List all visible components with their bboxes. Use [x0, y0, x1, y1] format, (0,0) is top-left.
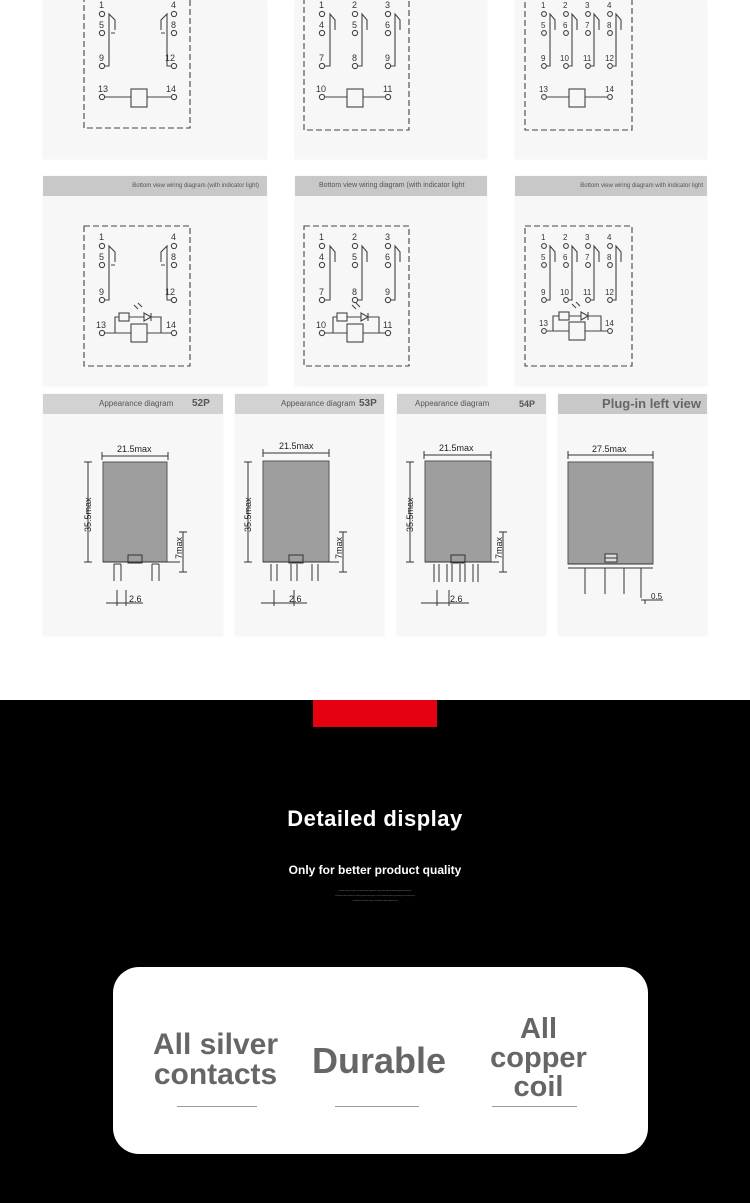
- pin-label: 5: [541, 21, 546, 30]
- pin-label: 4: [319, 20, 325, 30]
- pin-label: 2: [563, 1, 568, 10]
- pin-label: 9: [99, 287, 105, 297]
- height-dimension: 35.5max: [243, 497, 253, 532]
- pin-label: 7: [319, 287, 325, 297]
- pin-label: 10: [316, 84, 327, 94]
- pin-label: 2: [352, 0, 358, 10]
- wiring-52p-indicator-diagram: [43, 176, 267, 386]
- width-dimension: 21.5max: [439, 443, 474, 453]
- section-title: Detailed display: [287, 806, 463, 831]
- wiring-53p-panel: [295, 0, 487, 159]
- pin-label: 2: [563, 233, 568, 242]
- panel-header: Bottom view wiring diagram with indicator light: [515, 176, 707, 196]
- pin-label: 7: [585, 21, 590, 30]
- pin-label: 3: [385, 0, 391, 10]
- wiring-52p-panel: [43, 0, 267, 159]
- wiring-53p-indicator-diagram: [295, 176, 487, 386]
- pin-label: 8: [171, 252, 177, 262]
- feature-silver-contacts: All silver contacts: [152, 1028, 279, 1091]
- pin-label: 9: [541, 288, 546, 297]
- pin-label: 1: [319, 232, 325, 242]
- pin-label: 9: [99, 53, 105, 63]
- pin-label: 8: [352, 287, 358, 297]
- wiring-53p-indicator-panel: [295, 176, 487, 386]
- pin-label: 7: [585, 253, 590, 262]
- plugin-left-view-drawing: [558, 394, 707, 636]
- pin-label: 14: [605, 319, 614, 328]
- appearance-54p-panel: [397, 394, 546, 636]
- width-dimension: 27.5max: [592, 444, 627, 454]
- pin-label: 6: [563, 21, 568, 30]
- pin-label: 8: [607, 253, 612, 262]
- pin-label: 4: [607, 1, 612, 10]
- feature-card: [113, 967, 648, 1154]
- fine-print: Compact structure easy installation wide application: [352, 900, 398, 902]
- pin-label: 14: [166, 84, 177, 94]
- pin-label: 5: [99, 252, 105, 262]
- wiring-54p-diagram: [515, 0, 707, 159]
- wiring-52p-diagram: [43, 0, 267, 159]
- pin-label: 8: [607, 21, 612, 30]
- pin-label: 10: [560, 54, 569, 63]
- model-label: 52P: [192, 398, 210, 409]
- feature-copper-coil: All copper coil: [490, 1013, 587, 1103]
- pin-label: 9: [385, 287, 391, 297]
- pin-label: 8: [352, 53, 358, 63]
- pin-label: 10: [560, 288, 569, 297]
- pitch-dimension: 2.6: [129, 594, 142, 604]
- pitch-dimension: 2.6: [450, 594, 463, 604]
- appearance-53p-drawing: [235, 394, 384, 636]
- feature-durable: Durable: [311, 1040, 447, 1081]
- pin-thickness-dimension: 0.5: [651, 592, 663, 601]
- pin-label: 5: [541, 253, 546, 262]
- pin-label: 6: [385, 20, 391, 30]
- pin-label: 6: [563, 253, 568, 262]
- pitch-dimension: 2.6: [289, 594, 302, 604]
- plugin-left-view-panel: [558, 394, 707, 636]
- pin-label: 11: [583, 288, 592, 297]
- pin-label: 11: [383, 84, 393, 94]
- pin-label: 3: [385, 232, 391, 242]
- appearance-52p-drawing: [43, 394, 223, 636]
- wiring-52p-indicator-panel: [43, 176, 267, 386]
- pin-label: 1: [99, 0, 105, 10]
- feature-underline: [335, 1106, 419, 1107]
- feature-underline: [492, 1106, 577, 1107]
- pin-label: 1: [541, 1, 546, 10]
- pin-label: 14: [166, 320, 177, 330]
- panel-header: Plug-in left view: [558, 394, 707, 414]
- panel-header: Bottom view wiring diagram (with indicator light: [295, 176, 487, 196]
- appearance-54p-drawing: [397, 394, 546, 636]
- model-label: 53P: [359, 398, 377, 409]
- pin-label: 5: [99, 20, 105, 30]
- pin-label: 12: [605, 54, 614, 63]
- wiring-54p-indicator-panel: [515, 176, 707, 386]
- pin-label: 4: [171, 0, 177, 10]
- pin-label: 11: [583, 54, 592, 63]
- panel-header: Bottom view wiring diagram (with indicator light): [43, 176, 267, 196]
- pin-label: 2: [352, 232, 358, 242]
- appearance-label: Appearance diagram: [99, 399, 174, 408]
- pin-label: 5: [352, 20, 358, 30]
- pin-label: 1: [99, 232, 105, 242]
- pin-label: 14: [605, 85, 614, 94]
- pin-label: 11: [383, 320, 393, 330]
- pin-label: 3: [585, 1, 590, 10]
- appearance-52p-panel: [43, 394, 223, 636]
- pin-label: 1: [319, 0, 325, 10]
- pin-label: 13: [539, 319, 548, 328]
- pin-label: 12: [165, 53, 176, 63]
- wiring-53p-diagram: [295, 0, 487, 159]
- appearance-label: Appearance diagram: [415, 399, 490, 408]
- fine-print: Sealed relay contact construction supports long term stable switching performance: [338, 890, 412, 892]
- pin-length-dimension: 7max: [174, 536, 184, 559]
- appearance-label: Appearance diagram: [281, 399, 356, 408]
- pin-label: 13: [98, 84, 109, 94]
- width-dimension: 21.5max: [279, 441, 314, 451]
- model-label: 54P: [519, 399, 536, 409]
- fine-print: Selected raw materials strict production process and reliable quality testing for every batch: [335, 895, 415, 897]
- pin-label: 13: [96, 320, 107, 330]
- pin-length-dimension: 7max: [494, 536, 504, 559]
- wiring-54p-panel: [515, 0, 707, 159]
- pin-label: 1: [541, 233, 546, 242]
- feature-underline: [177, 1106, 257, 1107]
- detail-section: [0, 700, 750, 1203]
- height-dimension: 35.5max: [405, 497, 415, 532]
- pin-label: 13: [539, 85, 548, 94]
- pin-label: 9: [385, 53, 391, 63]
- pin-length-dimension: 7max: [334, 536, 344, 559]
- pin-label: 6: [385, 252, 391, 262]
- pin-label: 8: [171, 20, 177, 30]
- wiring-54p-indicator-diagram: [515, 176, 707, 386]
- section-subtitle: Only for better product quality: [288, 863, 462, 877]
- pin-label: 4: [171, 232, 177, 242]
- height-dimension: 35.5max: [83, 497, 93, 532]
- pin-label: 12: [605, 288, 614, 297]
- pin-label: 12: [165, 287, 176, 297]
- pin-label: 3: [585, 233, 590, 242]
- accent-bar: [313, 700, 437, 727]
- width-dimension: 21.5max: [117, 444, 152, 454]
- appearance-53p-panel: [235, 394, 384, 636]
- pin-label: 4: [319, 252, 325, 262]
- pin-label: 5: [352, 252, 358, 262]
- pin-label: 4: [607, 233, 612, 242]
- pin-label: 7: [319, 53, 325, 63]
- pin-label: 10: [316, 320, 327, 330]
- pin-label: 9: [541, 54, 546, 63]
